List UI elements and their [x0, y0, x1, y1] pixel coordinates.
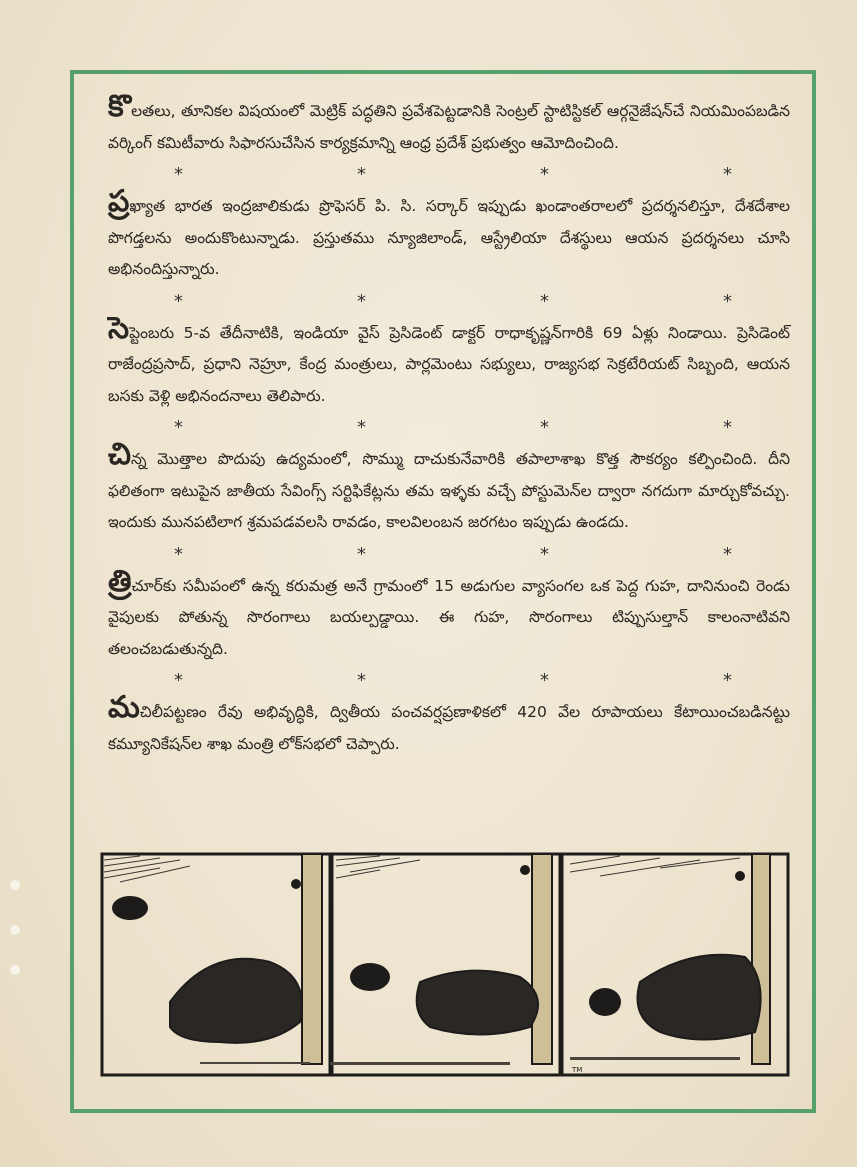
- hatching: [570, 856, 740, 876]
- separator: * * * *: [174, 290, 732, 312]
- news-item: [108, 310, 790, 413]
- drop-initial: సె: [108, 310, 130, 346]
- separator: * * * *: [174, 543, 732, 565]
- mouse-figure: [291, 879, 301, 889]
- hatching: [336, 856, 420, 878]
- cat-figure: [350, 963, 390, 991]
- binding-hole: [10, 925, 20, 935]
- news-text: చిలీపట్టణం రేవు అభివృద్ధికి, ద్వితీయ పంచవర్షప్రణాళికలో 420 వేల రూపాయలు కేటాయించబడినట్టు కమ్యూనికేషన్‌ల శాఖ మంత్రి లోక్‌సభలో చెప్పారు.: [108, 703, 790, 753]
- tree-trunk: [302, 854, 322, 1064]
- buffalo-figure: [417, 971, 538, 1035]
- news-text: ప్టెంబరు 5-వ తేదీనాటికి, ఇండియా వైస్ ప్రెసిడెంట్ డాక్టర్ రాధాకృష్ణన్‌గారికి 69 ఏళ్లు నిండాయి. ప్రెసిడెంట్ రాజేంద్రప్రసాద్, ప్రధాని నెహ్రూ, కేంద్ర మంత్రులు, పార్లమెంటు సభ్యులు, రాజ్యసభ సెక్రటేరియట్ సిబ్బంది, ఆయన బసకు వెళ్లి అభినందనాలు తెలిపారు.: [108, 323, 790, 405]
- cat-figure: [112, 896, 148, 920]
- news-item: [108, 89, 790, 159]
- trademark-mark: TM: [572, 1066, 583, 1074]
- drop-initial: కొ: [108, 89, 132, 124]
- news-item: [108, 563, 790, 666]
- news-item: [108, 690, 790, 760]
- mouse-figure: [735, 871, 745, 881]
- mouse-figure: [520, 865, 530, 875]
- tree-trunk: [532, 854, 552, 1064]
- drop-initial: ప్ర: [108, 184, 130, 219]
- buffalo-figure: [170, 959, 302, 1043]
- news-items: [108, 89, 790, 760]
- ground-speckle: [200, 1057, 740, 1065]
- buffalo-figure: [638, 955, 761, 1040]
- news-text: న్న మొత్తాల పొదుపు ఉద్యమంలో, సొమ్ము దాచుకునేవారికి తపాలాశాఖ కొత్త సౌకర్యం కల్పించింది. దీని ఫలితంగా ఇటుపైన జాతీయ సేవింగ్స్ సర్టిఫికేట్లను తమ ఇళ్ళకు వచ్చే పోస్టుమెన్‌ల ద్వారా నగదుగా మార్చుకోవచ్చు. ఇందుకు మునపటిలాగ శ్రమపడవలసి రావడం, కాలవిలంబన జరగటం ఇప్పుడు ఉండదు.: [108, 450, 790, 531]
- drop-initial: చి: [108, 437, 131, 472]
- drop-initial: మ: [108, 690, 140, 725]
- hatching: [104, 856, 190, 882]
- cat-figure: [589, 988, 621, 1016]
- separator: * * * *: [174, 670, 732, 691]
- binding-hole: [10, 965, 20, 975]
- separator: * * * *: [174, 164, 732, 185]
- binding-hole: [10, 880, 20, 890]
- news-text: ఖ్యాత భారత ఇంద్రజాలికుడు ప్రొఫెసర్ పి. సి. సర్కార్ ఇప్పుడు ఖండాంతరాలలో ప్రదర్శనలిస్తూ, దేశదేశాల పొగడ్తలను అందుకొంటున్నాడు. ప్రస్తుతము న్యూజిలాండ్, ఆస్ట్రేలియా దేశస్థులు ఆయన ప్రదర్శనలు చూసి అభినందిస్తున్నారు.: [108, 197, 790, 278]
- news-text: లతలు, తూనికల విషయంలో మెట్రిక్ పద్ధతిని ప్రవేశపెట్టడానికి సెంట్రల్ స్టాటిస్టికల్ ఆర్గనైజేషన్‌చే నియమింపబడిన వర్కింగ్ కమిటీవారు సిఫారసుచేసిన కార్యక్రమాన్ని ఆంధ్ర ప్రదేశ్ ప్రభుత్వం ఆమోదించింది.: [108, 102, 790, 152]
- drop-initial: త్రి: [108, 563, 132, 599]
- news-text: చూర్‌కు సమీపంలో ఉన్న కరుమత్ర అనే గ్రామంలో 15 అడుగుల వ్యాసంగల ఒక పెద్ద గుహ, దానినుంచి రెండు వైపులకు పోతున్న సొరంగాలు బయల్పడ్డాయి. ఈ గుహ, సొరంగాలు టిప్పుసుల్తాన్ కాలంనాటివని తలంచబడుతున్నది.: [108, 576, 790, 658]
- separator: * * * *: [174, 417, 732, 438]
- news-item: [108, 184, 790, 286]
- cartoon-strip: [100, 852, 790, 1077]
- news-item: [108, 437, 790, 539]
